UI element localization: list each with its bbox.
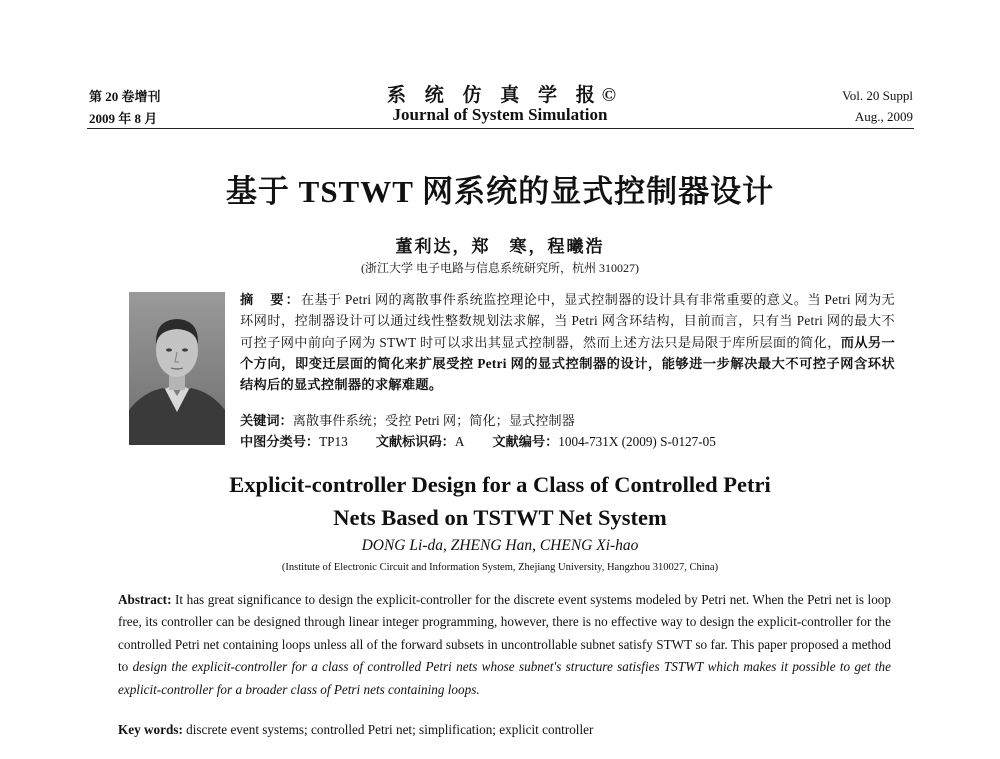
classification-line bbox=[240, 431, 900, 450]
keywords-label-en: Key words: bbox=[118, 722, 183, 737]
authors-cn: 董利达，郑 寒，程曦浩 bbox=[395, 237, 605, 256]
author-portrait-image bbox=[129, 292, 225, 445]
doc-code-label: 文献标识码： bbox=[375, 434, 455, 449]
clc-value: TP13 bbox=[319, 434, 348, 449]
volume-label-en: Vol. 20 Suppl bbox=[842, 88, 913, 103]
abstract-text-en: It has great significance to design the explicit-controller for the discrete event systems modeled by Petri net. When the Petri net is loop free, its controller can be designed through linear integer programming, however, there is no effective way to design the explicit-controller for the controlled Petri net containing loops unless all of the forward subsets in uncontrollable subnet satisfy STWT so far. This paper proposed a method to bbox=[118, 592, 891, 675]
article-no-label: 文献编号： bbox=[492, 434, 559, 449]
authors-en: DONG Li-da, ZHENG Han, CHENG Xi-hao bbox=[361, 537, 639, 554]
abstract-text-cn: 在基于 Petri 网的离散事件系统监控理论中，显式控制器的设计具有非常重要的意义。当 Petri 网为无环网时，控制器设计可以通过线性整数规划法求解，当 Petri 网含环结构，目前而言，只有当 Petri 网的最大不可控子网中前向子网为 STWT 时可以求出其显式控制器，然而上述方法只是局限于库所层面的简化， bbox=[240, 292, 895, 350]
article-no-value: 1004-731X (2009) S-0127-05 bbox=[558, 434, 716, 449]
paper-title-en bbox=[150, 468, 850, 534]
header-divider bbox=[87, 128, 914, 129]
keywords-value-en: discrete event systems; controlled Petri net; simplification; explicit controller bbox=[182, 722, 594, 737]
abstract-emphasis-cn: 而从另一个方向，即变迁层面的简化来扩展受控 Petri 网的显式控制器的设计，能够进一步解决最大不可控子网含环状结构后的显式控制器的求解难题。 bbox=[240, 334, 896, 393]
paper-title-en-line1: Explicit-controller Design for a Class of Controlled Petri bbox=[229, 472, 771, 497]
paper-title-en-line2: Nets Based on TSTWT Net System bbox=[333, 505, 667, 530]
journal-name-en: Journal of System Simulation bbox=[392, 105, 608, 124]
volume-label: 第 20 卷增刊 bbox=[89, 89, 161, 104]
affiliation-en: (Institute of Electronic Circuit and Information System, Zhejiang University, Hangzhou 310027, China) bbox=[281, 562, 719, 573]
keywords-cn bbox=[240, 410, 895, 429]
keywords-label-cn: 关键词： bbox=[240, 413, 293, 428]
abstract-label-en: Abstract: bbox=[118, 592, 172, 607]
issue-date-cn: 2009 年 8 月 bbox=[89, 111, 158, 126]
journal-name-cn: 系 统 仿 真 学 报© bbox=[387, 85, 623, 106]
doc-code-value: A bbox=[454, 434, 465, 449]
abstract-en bbox=[118, 589, 891, 701]
paper-title-cn: 基于 TSTWT 网系统的显式控制器设计 bbox=[225, 174, 775, 209]
issue-date-en: Aug., 2009 bbox=[854, 109, 913, 124]
clc-label: 中图分类号： bbox=[240, 434, 320, 449]
author-photo bbox=[129, 292, 225, 445]
abstract-italic-en: design the explicit-controller for a class of controlled Petri nets whose subnet's structure satisfies TSTWT which makes it possible to get the explicit-controller for a broader class of Petri nets containing loops. bbox=[118, 659, 891, 697]
affiliation-cn: (浙江大学 电子电路与信息系统研究所，杭州 310027) bbox=[361, 261, 639, 275]
keywords-value-cn: 离散事件系统；受控 Petri 网；简化；显式控制器 bbox=[292, 413, 575, 428]
keywords-en bbox=[118, 722, 891, 738]
abstract-label-cn: 摘 要： bbox=[240, 292, 301, 307]
abstract-cn bbox=[240, 289, 895, 395]
